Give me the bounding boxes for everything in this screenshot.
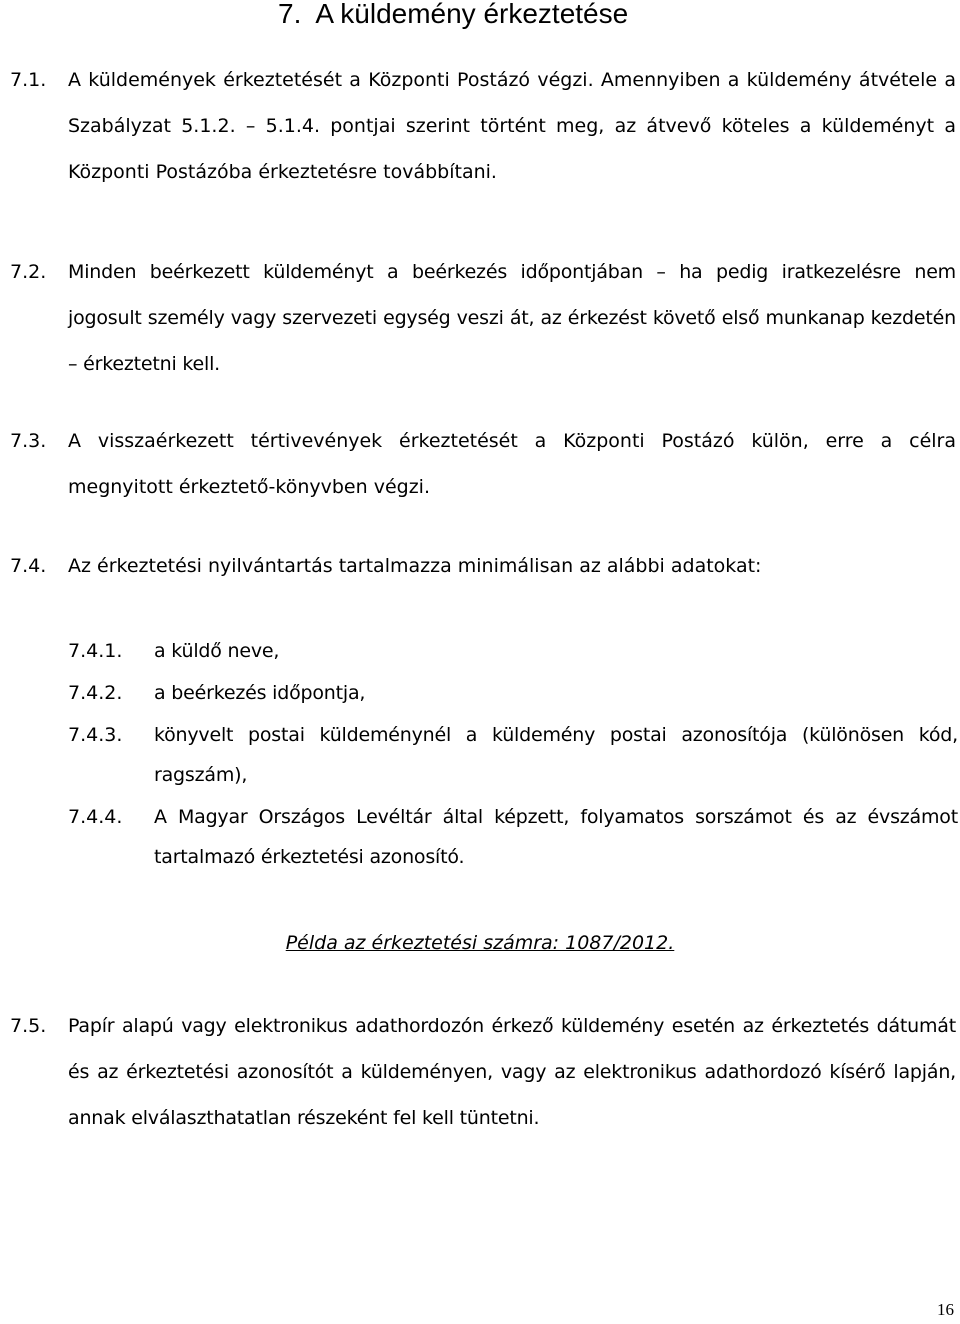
chapter-heading (278, 0, 628, 30)
list-item-number: 7.4.2. (68, 682, 123, 704)
section-number: 7.5. (10, 1015, 47, 1037)
section-text: A küldemények érkeztetését a Központi Postázó végzi. Amennyiben a küldemény átvétele a Szabályzat 5.1.2. – 5.1.4. pontjai szerint történt meg, az átvevő köteles a küldeményt a Központi Postázóba érkeztetésre továbbítani. (68, 69, 956, 183)
section-number: 7.4. (10, 555, 47, 577)
section-number: 7.1. (10, 69, 47, 91)
section-number: 7.2. (10, 261, 47, 283)
list-item-7-4-4 (68, 797, 958, 877)
chapter-number: 7. (278, 0, 302, 29)
section-text: Minden beérkezett küldeményt a beérkezés időpontjában – ha pedig iratkezelésre nem jogosult személy vagy szervezeti egység veszi át, az érkezést követő első munkanap kezdetén – érkeztetni kell. (68, 261, 956, 375)
list-item-text: könyvelt postai küldeménynél a küldemény postai azonosítója (különösen kód, ragszám), (154, 724, 958, 786)
section-7-1 (10, 57, 956, 195)
section-7-3 (10, 418, 956, 510)
example-text: Példa az érkeztetési számra: 1087/2012. (285, 932, 675, 954)
list-item-7-4-3 (68, 715, 958, 795)
section-7-5 (10, 1003, 956, 1141)
section-7-2 (10, 249, 956, 387)
section-number: 7.3. (10, 430, 47, 452)
list-item-number: 7.4.3. (68, 724, 123, 746)
list-item-text: A Magyar Országos Levéltár által képzett, folyamatos sorszámot és az évszámot tartalmazó érkeztetési azonosító. (154, 806, 958, 868)
section-text: Papír alapú vagy elektronikus adathordozón érkező küldemény esetén az érkeztetés dátumát és az érkeztetési azonosítót a küldeményen, vagy az elektronikus adathordozó kísérő lapján, annak elválaszthatatlan részeként fel kell tüntetni. (68, 1015, 956, 1129)
chapter-title: A küldemény érkeztetése (315, 0, 629, 29)
section-7-4 (10, 543, 956, 589)
page-number: 16 (937, 1300, 954, 1319)
list-item-number: 7.4.1. (68, 640, 123, 662)
section-text: A visszaérkezett tértivevények érkeztetését a Központi Postázó külön, erre a célra megnyitott érkeztető-könyvben végzi. (68, 430, 956, 498)
list-item-text: a beérkezés időpontja, (154, 682, 366, 704)
section-text: Az érkeztetési nyilvántartás tartalmazza minimálisan az alábbi adatokat: (68, 555, 762, 577)
list-item-number: 7.4.4. (68, 806, 123, 828)
list-item-text: a küldő neve, (154, 640, 280, 662)
list-item-7-4-2 (68, 673, 958, 713)
list-item-7-4-1 (68, 631, 958, 671)
